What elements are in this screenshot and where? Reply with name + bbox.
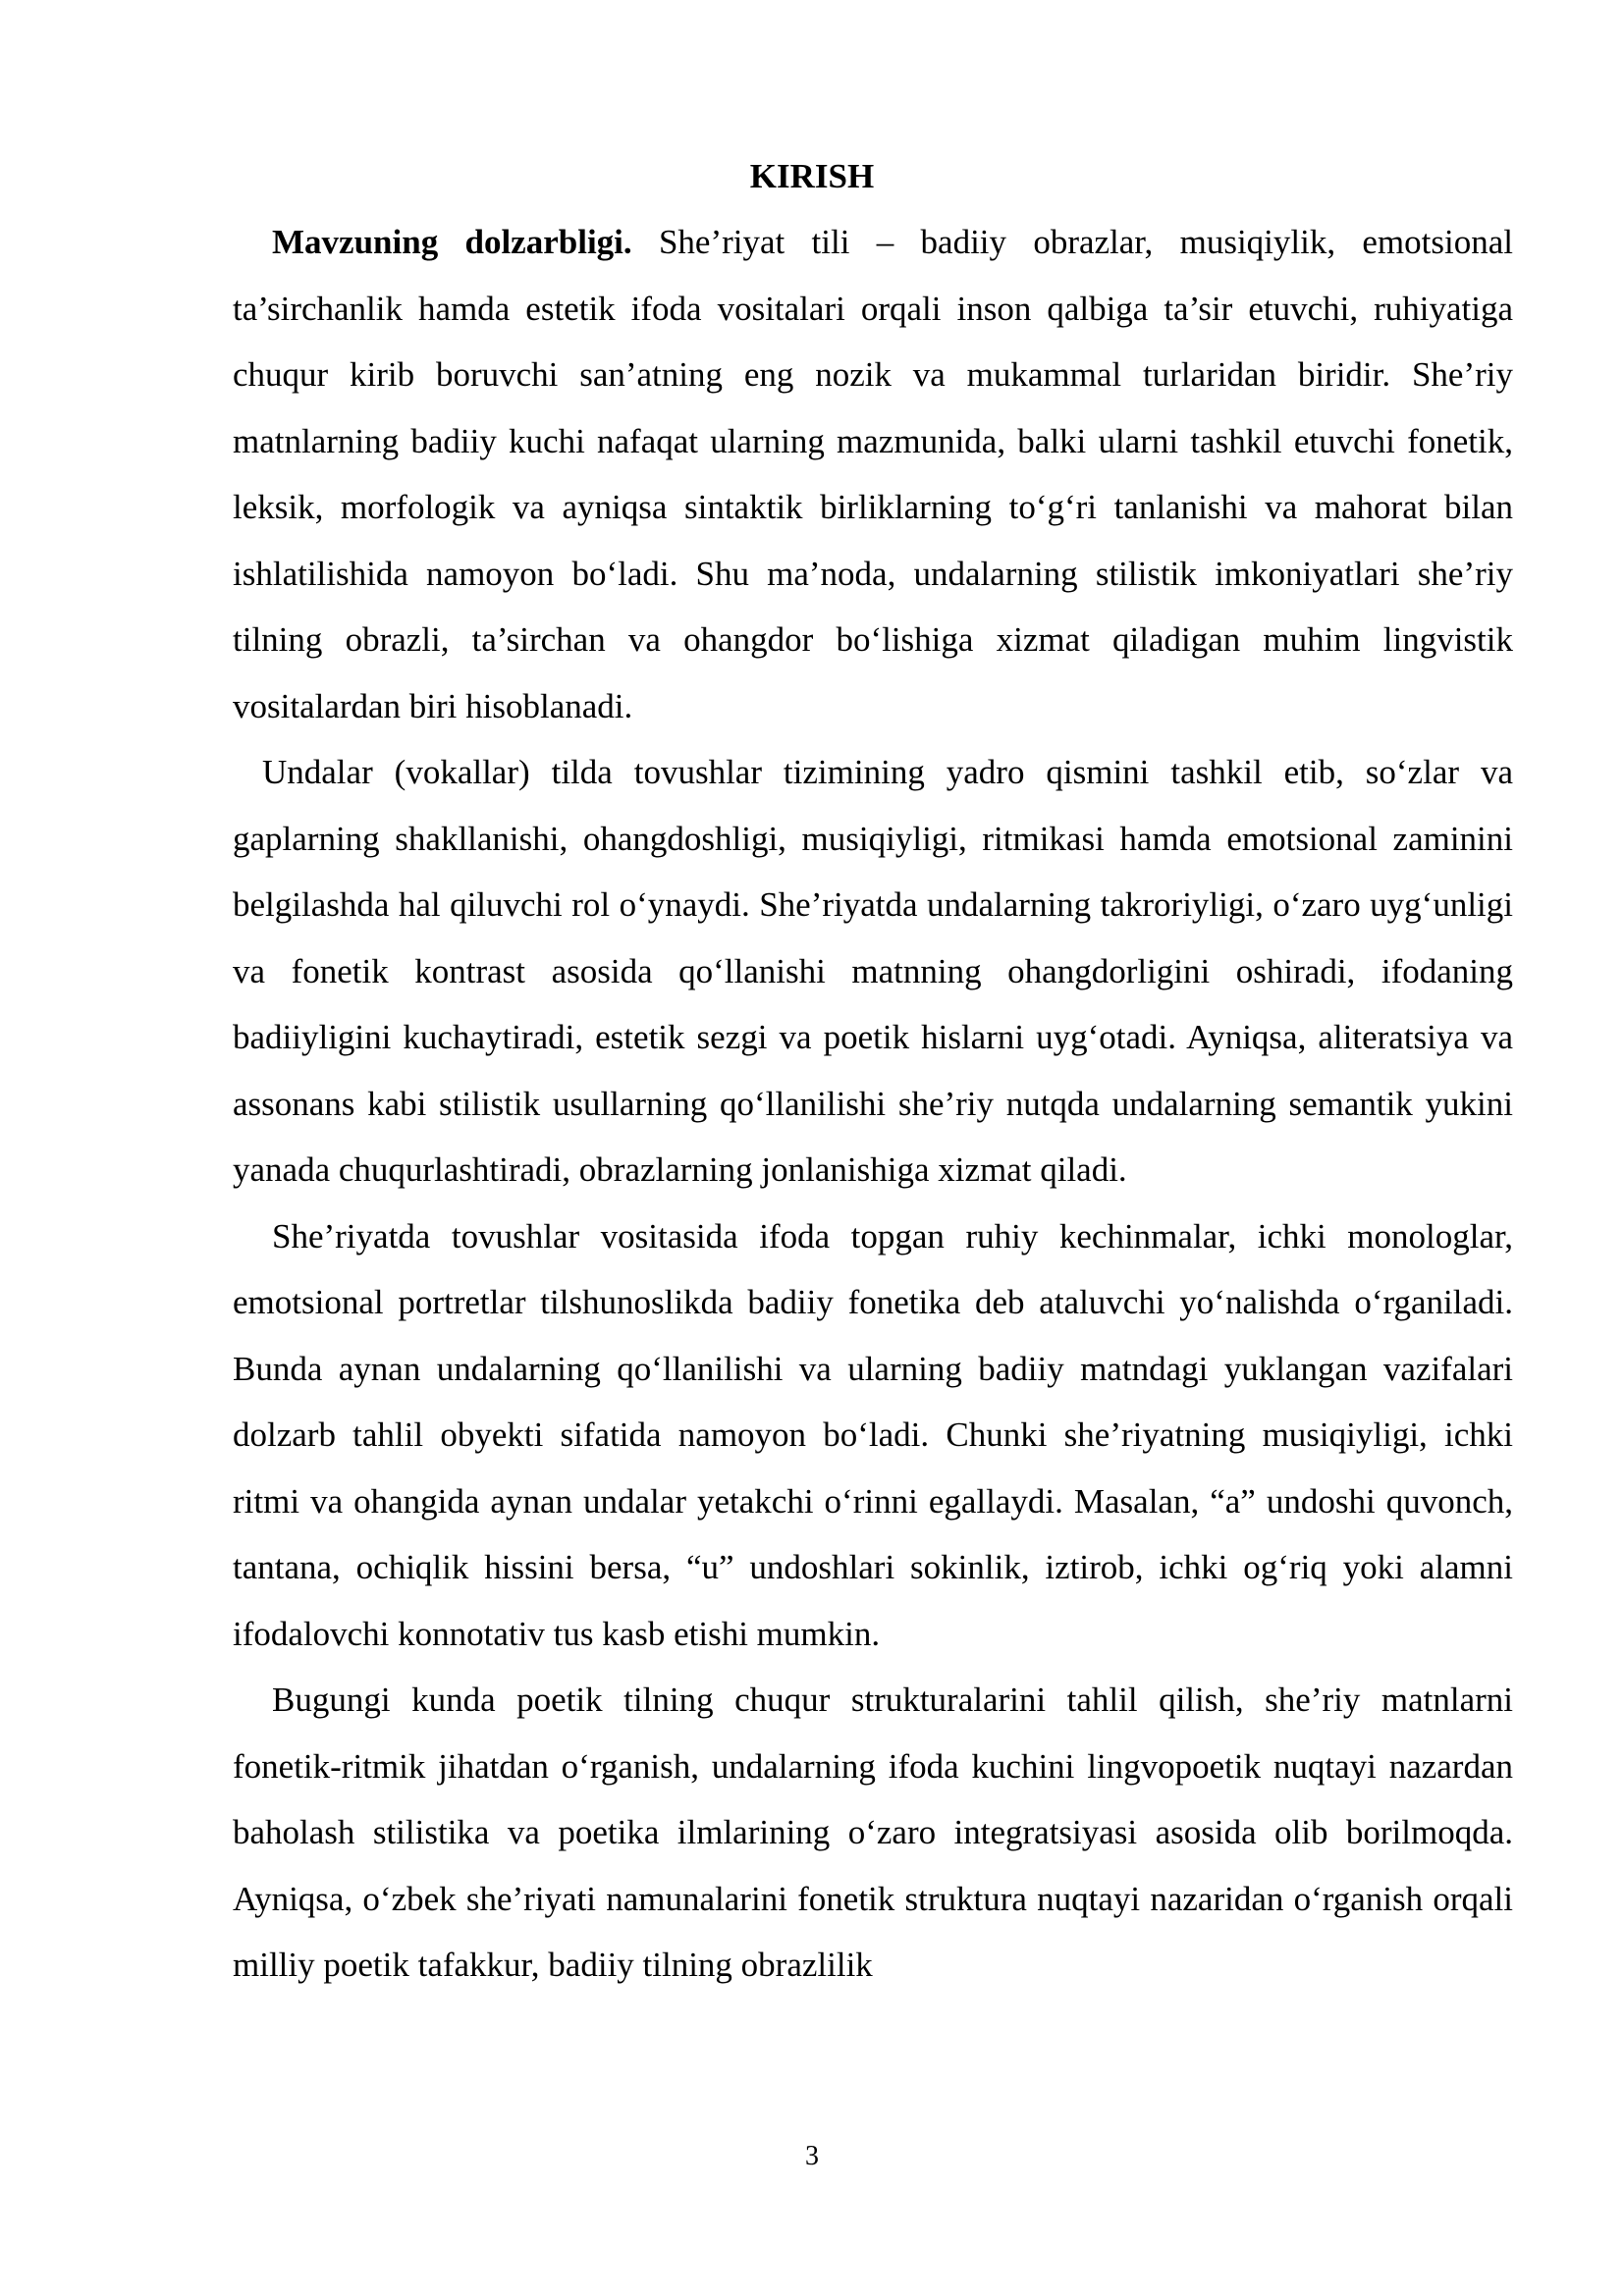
paragraph-modern-analysis [233,1667,1513,1999]
paragraph-text: She’riyatda tovushlar vositasida ifoda topgan ruhiy kechinmalar, ichki monologlar, emotsional portretlar tilshunoslikda badiiy fonetika deb ataluvchi yo‘nalishda o‘rganiladi. Bunda aynan undalarning qo‘llanilishi va ularning badiiy matndagi yuklangan vazifalari dolzarb tahlil obyekti sifatida namoyon bo‘ladi. Chunki she’riyatning musiqiyligi, ichki ritmi va ohangida aynan undalar yetakchi o‘rinni egallaydi. Masalan, “a” undoshi quvonch, tantana, ochiqlik hissini bersa, “u” undoshlari sokinlik, iztirob, ichki og‘riq yoki alamni ifodalovchi konnotativ tus kasb etishi mumkin. [233,1216,1513,1653]
paragraph-text: She’riyat tili – badiiy obrazlar, musiqiylik, emotsional ta’sirchanlik hamda estetik ifoda vositalari orqali inson qalbiga ta’sir etuvchi, ruhiyatiga chuqur kirib boruvchi san’atning eng nozik va mukammal turlaridan biridir. She’riy matnlarning badiiy kuchi nafaqat ularning mazmunida, balki ularni tashkil etuvchi fonetik, leksik, morfologik va ayniqsa sintaktik birliklarning to‘g‘ri tanlanishi va mahorat bilan ishlatilishida namoyon bo‘ladi. Shu ma’noda, undalarning stilistik imkoniyatlari she’riy tilning obrazli, ta’sirchan va ohangdor bo‘lishiga xizmat qiladigan muhim lingvistik vositalardan biri hisoblanadi. [233,223,1513,725]
paragraph-vowels [233,739,1513,1203]
paragraph-text: Undalar (vokallar) tilda tovushlar tizimining yadro qismini tashkil etib, so‘zlar va gaplarning shakllanishi, ohangdoshligi, musiqiyligi, ritmikasi hamda emotsional zaminini belgilashda hal qiluvchi rol o‘ynaydi. She’riyatda undalarning takroriyligi, o‘zaro uyg‘unligi va fonetik kontrast asosida qo‘llanishi matnning ohangdorligini oshiradi, ifodaning badiiyligini kuchaytiradi, estetik sezgi va poetik hislarni uyg‘otadi. Ayniqsa, aliteratsiya va assonans kabi stilistik usullarning qo‘llanilishi she’riy nutqda undalarning semantik yukini yanada chuqurlashtiradi, obrazlarning jonlanishiga xizmat qiladi. [233,753,1513,1189]
paragraph-text: Bugungi kunda poetik tilning chuqur strukturalarini tahlil qilish, she’riy matnlarni fonetik-ritmik jihatdan o‘rganish, undalarning ifoda kuchini lingvopoetik nuqtayi nazardan baholash stilistika va poetika ilmlarining o‘zaro integratsiyasi asosida olib borilmoqda. Ayniqsa, o‘zbek she’riyati namunalarini fonetik struktura nuqtayi nazaridan o‘rganish orqali milliy poetik tafakkur, badiiy tilning obrazlilik [233,1681,1513,1984]
page-number: 3 [805,2141,819,2171]
section-lead: Mavzuning dolzarbligi. [272,223,632,261]
paragraph-phonetics [233,1203,1513,1668]
page-title: KIRISH [749,157,875,195]
paragraph-relevance [233,209,1513,739]
body-text [233,209,1513,1999]
